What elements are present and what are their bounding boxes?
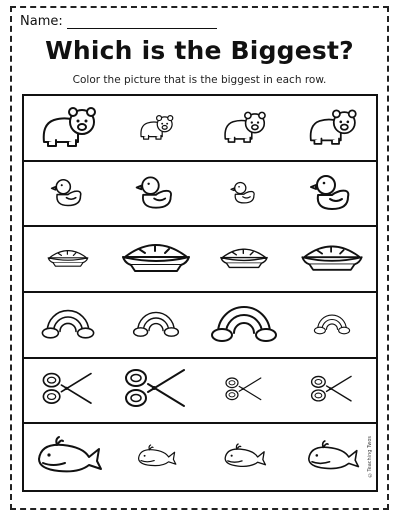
name-line[interactable] bbox=[67, 16, 217, 29]
bear-icon[interactable] bbox=[24, 96, 112, 160]
rainbow-icon[interactable] bbox=[288, 293, 376, 357]
scissors-icon[interactable] bbox=[112, 359, 200, 423]
pie-icon[interactable] bbox=[200, 227, 288, 291]
rainbow-icon[interactable] bbox=[200, 293, 288, 357]
rainbow-icon[interactable] bbox=[112, 293, 200, 357]
pie-icon[interactable] bbox=[288, 227, 376, 291]
scissors-icon[interactable] bbox=[200, 359, 288, 423]
row-bear bbox=[24, 96, 376, 162]
worksheet bbox=[10, 6, 389, 510]
name-label: Name: bbox=[20, 14, 63, 29]
scissors-icon[interactable] bbox=[24, 359, 112, 423]
whale-icon[interactable] bbox=[200, 424, 288, 490]
instructions: Color the picture that is the biggest in each row. bbox=[72, 74, 327, 86]
bear-icon[interactable] bbox=[112, 96, 200, 160]
bear-icon[interactable] bbox=[288, 96, 376, 160]
row-duck bbox=[24, 162, 376, 228]
row-scissors bbox=[24, 359, 376, 425]
name-field bbox=[20, 14, 217, 29]
duck-icon[interactable] bbox=[288, 162, 376, 226]
picture-grid bbox=[22, 94, 378, 492]
duck-icon[interactable] bbox=[112, 162, 200, 226]
duck-icon[interactable] bbox=[200, 162, 288, 226]
whale-icon[interactable] bbox=[112, 424, 200, 490]
credit-text: ©Teaching Twos bbox=[367, 436, 373, 478]
row-rainbow bbox=[24, 293, 376, 359]
page-title: Which is the Biggest? bbox=[45, 36, 354, 65]
bear-icon[interactable] bbox=[200, 96, 288, 160]
row-pie bbox=[24, 227, 376, 293]
duck-icon[interactable] bbox=[24, 162, 112, 226]
whale-icon[interactable] bbox=[24, 424, 112, 490]
row-whale bbox=[24, 424, 376, 490]
rainbow-icon[interactable] bbox=[24, 293, 112, 357]
pie-icon[interactable] bbox=[112, 227, 200, 291]
scissors-icon[interactable] bbox=[288, 359, 376, 423]
whale-icon[interactable] bbox=[288, 424, 376, 490]
pie-icon[interactable] bbox=[24, 227, 112, 291]
